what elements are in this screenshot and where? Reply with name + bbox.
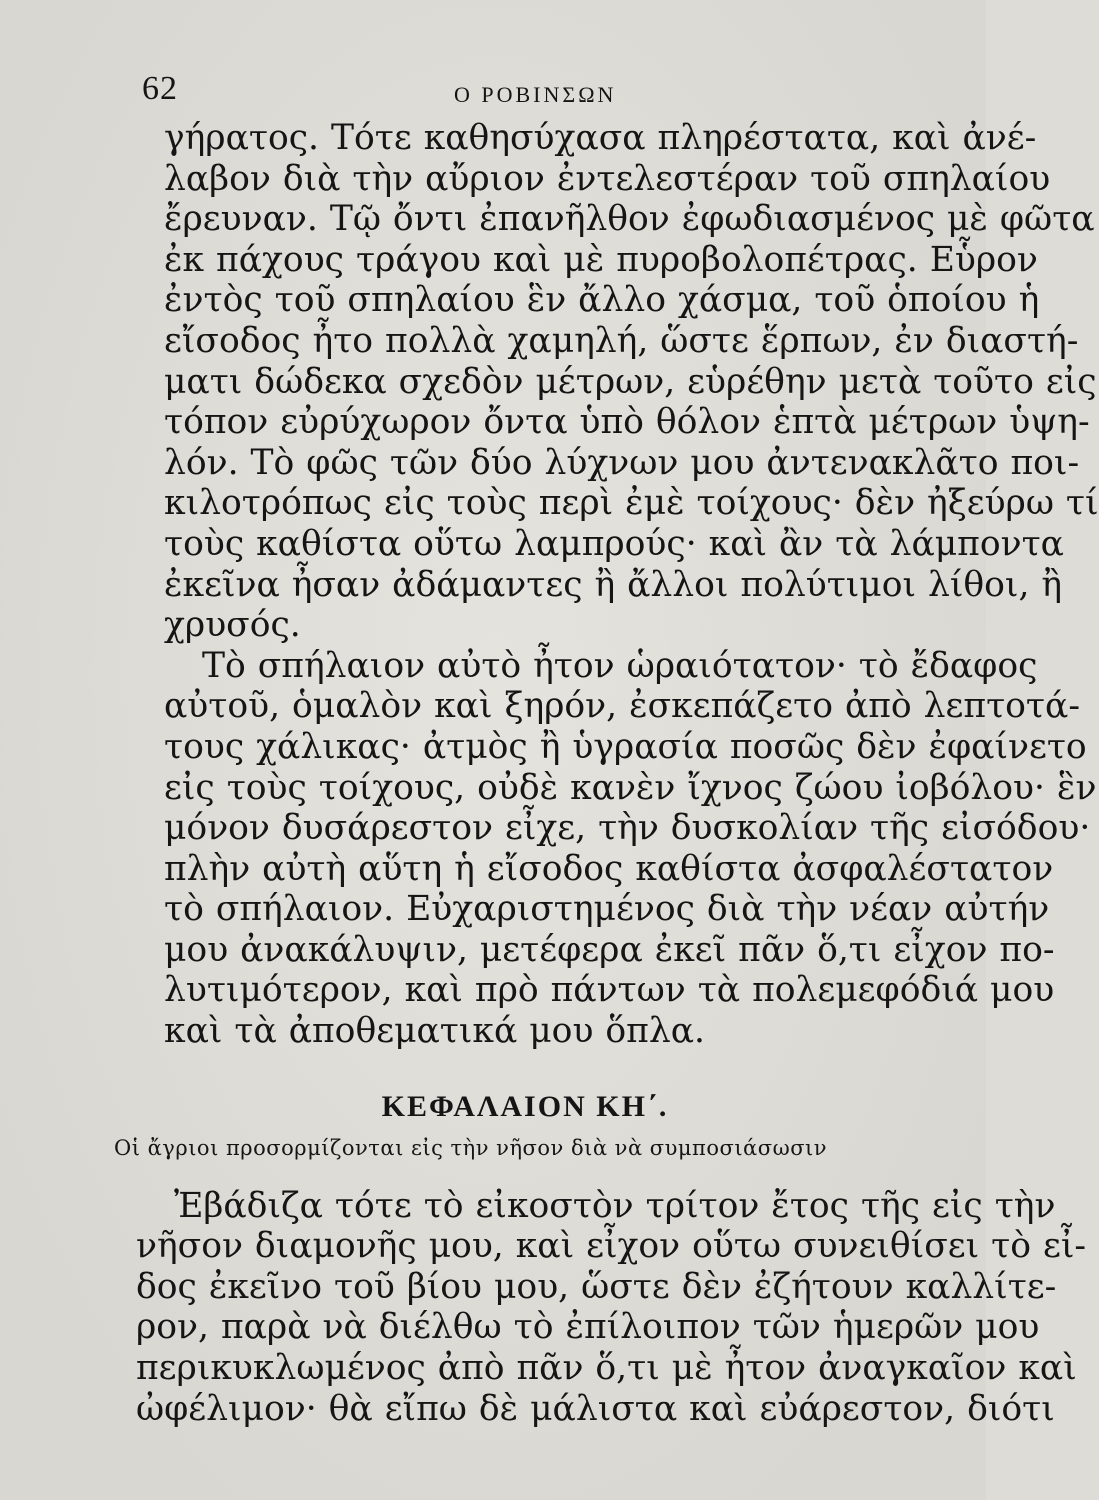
- text-line: αὐτοῦ, ὁμαλὸν καὶ ξηρόν, ἐσκεπάζετο ἀπὸ λεπτοτά-: [164, 686, 1080, 727]
- chapter-paragraph: [136, 1185, 1087, 1430]
- paragraph-1: [164, 118, 1099, 646]
- text-line: τὸ σπήλαιον. Εὐχαριστημένος διὰ τὴν νέαν αὐτήν: [164, 889, 1050, 930]
- text-line: Ἐβάδιζα τότε τὸ εἰκοστὸν τρίτον ἔτος τῆς εἰς τὴν: [174, 1185, 1056, 1226]
- paragraph-2: [164, 645, 1097, 1052]
- text-line: ρον, παρὰ νὰ διέλθω τὸ ἐπίλοιπον τῶν ἡμερῶν μου: [136, 1307, 1040, 1348]
- text-line: νῆσον διαμονῆς μου, καὶ εἶχον οὕτω συνειθίσει τὸ εἶ-: [136, 1226, 1087, 1267]
- text-line: ὠφέλιμον· θὰ εἴπω δὲ μάλιστα καὶ εὐάρεστον, διότι: [136, 1388, 1055, 1429]
- text-line: ἐκ πάχους τράγου καὶ μὲ πυροβολοπέτρας. Εὗρον: [164, 239, 1038, 280]
- text-line: μου ἀνακάλυψιν, μετέφερα ἐκεῖ πᾶν ὅ,τι εἶχον πο-: [164, 929, 1055, 970]
- text-line: εἰς τοὺς τοίχους, οὐδὲ κανὲν ἴχνος ζώου ἰοβόλου· ἓν: [164, 767, 1097, 808]
- page-number: 62: [142, 70, 178, 107]
- text-line: εἴσοδος ἦτο πολλὰ χαμηλή, ὥστε ἕρπων, ἐν διαστή-: [164, 320, 1079, 361]
- text-line: μόνον δυσάρεστον εἶχε, τὴν δυσκολίαν τῆς εἰσόδου·: [164, 808, 1091, 849]
- text-line: περικυκλωμένος ἀπὸ πᾶν ὅ,τι μὲ ἦτον ἀναγκαῖον καὶ: [136, 1348, 1077, 1389]
- chapter-subtitle: Οἱ ἄγριοι προσορμίζονται εἰς τὴν νῆσον διὰ νὰ συμποσιάσωσιν: [114, 1135, 828, 1160]
- text-line: τοὺς καθίστα οὕτω λαμπρούς· καὶ ἂν τὰ λάμποντα: [164, 523, 1064, 564]
- text-line: λαβον διὰ τὴν αὔριον ἐντελεστέραν τοῦ σπηλαίου: [164, 158, 1051, 199]
- text-line: ἔρευναν. Τῷ ὄντι ἐπανῆλθον ἐφωδιασμένος μὲ φῶτα: [164, 199, 1095, 240]
- text-line: καὶ τὰ ἀποθεματικά μου ὅπλα.: [164, 1011, 705, 1052]
- text-line: ἐκεῖνα ἦσαν ἀδάμαντες ἢ ἄλλοι πολύτιμοι λίθοι, ἢ: [164, 564, 1063, 605]
- text-line: γήρατος. Τότε καθησύχασα πληρέστατα, καὶ ἀνέ-: [164, 118, 1037, 158]
- text-line: πλὴν αὐτὴ αὕτη ἡ εἴσοδος καθίστα ἀσφαλέστατον: [164, 848, 1054, 889]
- text-line: λόν. Τὸ φῶς τῶν δύο λύχνων μου ἀντενακλᾶτο ποι-: [164, 442, 1080, 483]
- text-line: ματι δώδεκα σχεδὸν μέτρων, εὑρέθην μετὰ τοῦτο εἰς: [164, 361, 1097, 402]
- text-line: δος ἐκεῖνο τοῦ βίου μου, ὥστε δὲν ἐζήτουν καλλίτε-: [136, 1266, 1057, 1307]
- text-line: κιλοτρόπως εἰς τοὺς περὶ ἐμὲ τοίχους· δὲν ἠξεύρω τί: [164, 483, 1099, 524]
- text-line: τόπον εὐρύχωρον ὄντα ὑπὸ θόλον ἑπτὰ μέτρων ὑψη-: [164, 402, 1090, 443]
- text-line: χρυσός.: [164, 605, 301, 646]
- text-line: τους χάλικας· ἀτμὸς ἢ ὑγρασία ποσῶς δὲν ἐφαίνετο: [164, 726, 1087, 767]
- text-line: Τὸ σπήλαιον αὐτὸ ἦτον ὡραιότατον· τὸ ἔδαφος: [202, 645, 1038, 686]
- text-line: ἐντὸς τοῦ σπηλαίου ἓν ἄλλο χάσμα, τοῦ ὁποίου ἡ: [164, 280, 1040, 321]
- chapter-title: ΚΕΦΑΛΑΙΟΝ ΚΗ΄.: [381, 1089, 669, 1123]
- text-line: λυτιμότερον, καὶ πρὸ πάντων τὰ πολεμεφόδιά μου: [164, 970, 1055, 1011]
- page-header: [142, 70, 916, 118]
- running-head: Ο ΡΟΒΙΝΣΩΝ: [454, 82, 617, 107]
